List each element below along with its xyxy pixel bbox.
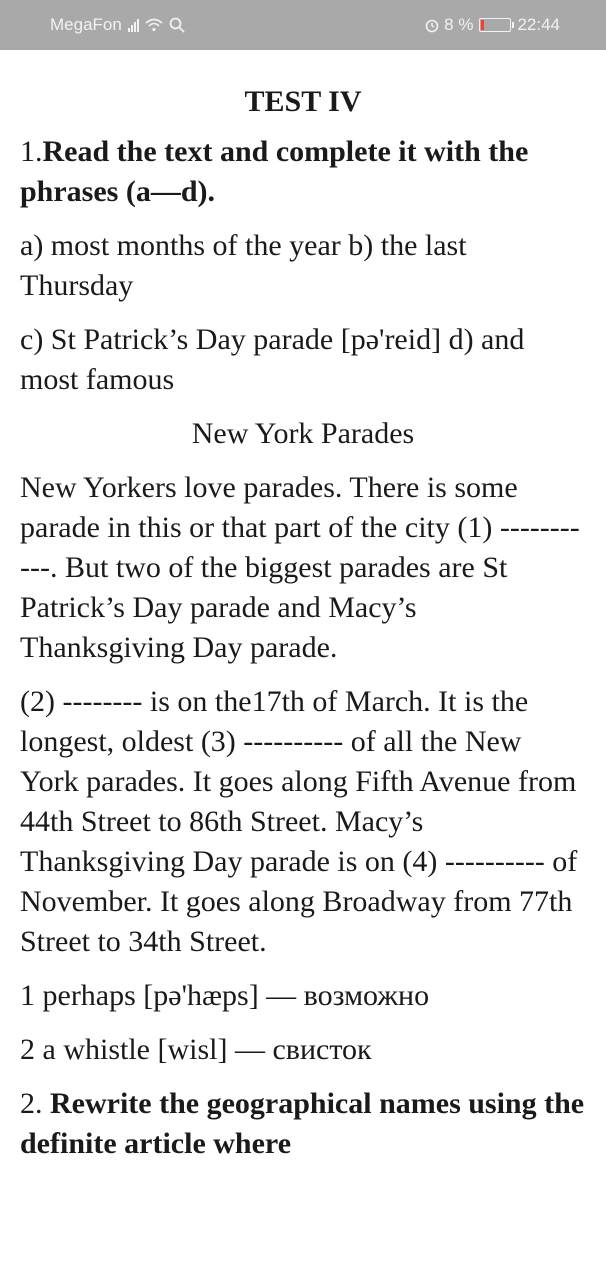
glossary-item-2: 2 a whistle [wisl] — свисток (20, 1033, 372, 1066)
carrier-label: MegaFon (50, 15, 122, 34)
status-bar (0, 0, 606, 50)
clock: 22:44 (517, 15, 560, 34)
options-cd: c) St Patrick’s Day parade [pə'reid] d) and most famous (20, 323, 525, 396)
task-2-text: Rewrite the geographical names using the definite article where (20, 1087, 585, 1160)
signal-icon (128, 18, 139, 32)
options-ab: a) most months of the year b) the last Thursday (20, 229, 467, 302)
status-right (424, 15, 560, 35)
task-2-number: 2. (20, 1087, 50, 1120)
task-2-instruction (20, 1084, 586, 1164)
battery-percent: 8 % (444, 15, 474, 34)
battery-icon (479, 18, 511, 32)
page-title: TEST IV (244, 85, 362, 118)
paragraph-1: New Yorkers love parades. There is some parade in this or that part of the city (1) -----------. But two of the biggest parades are St Patrick’s Day parade and Macy’s Thanksgiving Day parade. (20, 471, 580, 664)
task-1-text: Read the text and complete it with the phrases (a—d). (20, 135, 529, 208)
wifi-icon (145, 18, 163, 32)
document-body (20, 82, 586, 1178)
paragraph-2: (2) -------- is on the17th of March. It is the longest, oldest (3) ---------- of all the New York parades. It goes along Fifth Avenue from 44th Street to 86th Street. Macy’s Thanksgiving Day parade is on (4) ---------- of November. It goes along Broadway from 77th Street to 34th Street. (20, 685, 578, 958)
alarm-icon (424, 17, 440, 33)
search-icon (169, 17, 185, 33)
glossary-item-1: 1 perhaps [pə'hæps] — возможно (20, 979, 430, 1012)
task-1-instruction (20, 132, 586, 212)
text-subtitle: New York Parades (191, 417, 415, 450)
status-left (50, 15, 185, 35)
task-1-number: 1. (20, 135, 43, 168)
